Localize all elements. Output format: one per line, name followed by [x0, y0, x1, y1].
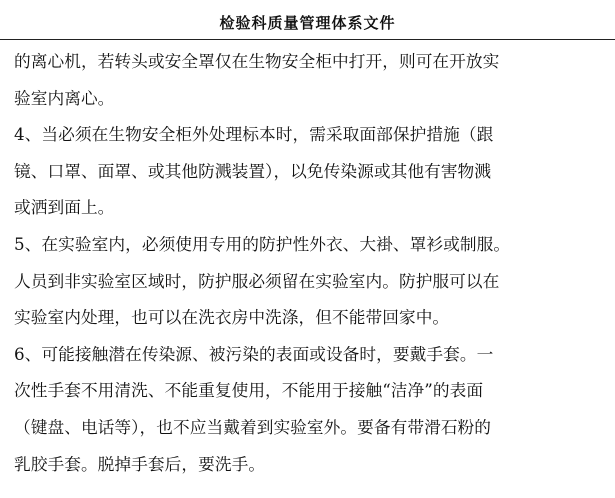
text-line: 次性手套不用清洗、不能重复使用，不能用于接触“洁净”的表面: [14, 380, 484, 401]
text-line: 6、可能接触潜在传染源、被污染的表面或设备时，要戴手套。一: [14, 343, 494, 364]
text-line: （键盘、电话等），也不应当戴着到实验室外。要备有带滑石粉的: [14, 416, 492, 437]
text-line: 人员到非实验室区域时，防护服必须留在实验室内。防护服可以在: [14, 270, 500, 291]
text-line: 或洒到面上。: [14, 197, 115, 218]
document-header-title: 检验科质量管理体系文件: [219, 14, 396, 32]
text-line: 5、在实验室内，必须使用专用的防护性外衣、大褂、罩衫或制服。: [14, 233, 511, 254]
text-line: 实验室内处理，也可以在洗衣房中洗涤，但不能带回家中。: [14, 307, 450, 328]
text-line: 的离心机，若转头或安全罩仅在生物安全柜中打开，则可在开放实: [14, 51, 500, 71]
document-header: [0, 0, 615, 40]
text-line: 乳胶手套。脱掉手套后，要洗手。: [14, 453, 266, 474]
text-line: 镜、口罩、面罩、或其他防溅装置），以免传染源或其他有害物溅: [14, 160, 492, 181]
document-body: [14, 43, 606, 482]
text-line: 验室内离心。: [14, 87, 115, 108]
text-line: 4、当必须在生物安全柜外处理标本时，需采取面部保护措施（跟: [14, 124, 494, 145]
